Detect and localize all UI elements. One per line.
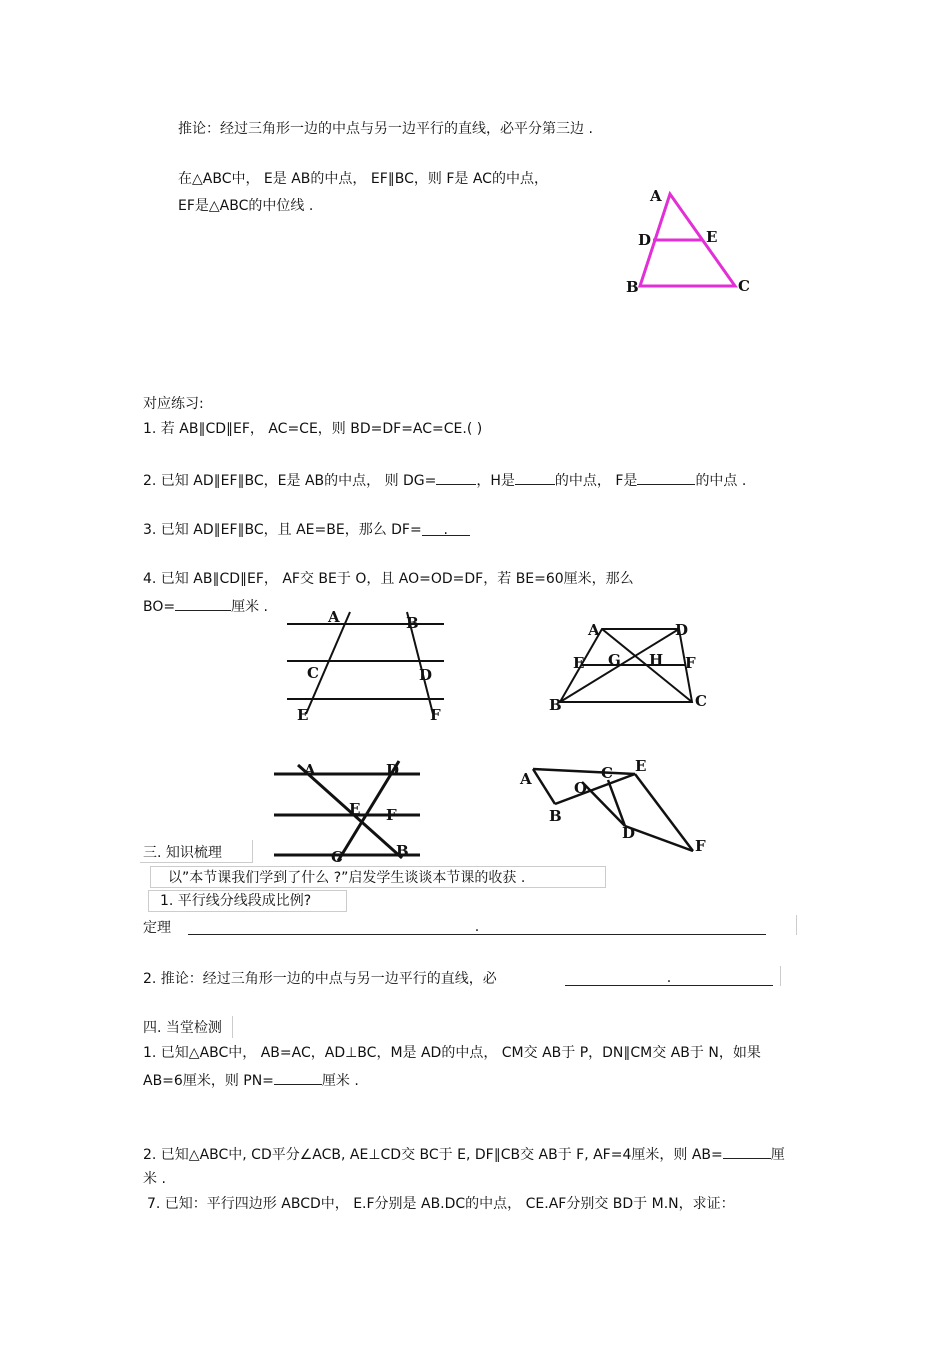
label-C: C: [307, 664, 319, 682]
label-F: F: [430, 706, 441, 724]
crossing-lines-figure: [268, 755, 428, 865]
label-B: B: [406, 614, 419, 632]
label-E: E: [706, 228, 718, 246]
label-D: D: [638, 231, 652, 249]
label-B: B: [626, 278, 639, 296]
triangle-figure: [620, 180, 760, 300]
label-E: E: [297, 706, 309, 724]
label-E: E: [573, 654, 585, 672]
label-C: C: [738, 277, 750, 295]
trapezoid-figure: [545, 618, 715, 718]
theorem-label: 定理: [143, 920, 171, 936]
label-A: A: [588, 621, 600, 639]
parallel-lines-figure: [280, 608, 450, 723]
example-line-2: EF是△ABC的中位线 .: [178, 198, 314, 214]
label-B: B: [549, 696, 562, 714]
exercise-q1: 1. 若 AB∥CD∥EF， AC=CE，则 BD=DF=AC=CE.( ): [143, 421, 483, 437]
exercise-q4-line1: 4. 已知 AB∥CD∥EF， AF交 BE于 O，且 AO=OD=DF，若 BE=60厘米，那么: [143, 571, 634, 587]
label-C: C: [695, 692, 707, 710]
label-D: D: [675, 621, 689, 639]
answer-blank[interactable]: [637, 470, 695, 485]
label-C: C: [331, 848, 343, 866]
label-A: A: [328, 608, 340, 626]
check-q7: 7. 已知：平行四边形 ABCD中， E.F分别是 AB.DC的中点， CE.AF分别交 BD于 M.N，求证：: [147, 1196, 735, 1212]
label-B: B: [396, 842, 409, 860]
exercise-q3: 3. 已知 AD∥EF∥BC，且 AE=BE，那么 DF= .: [143, 521, 470, 539]
label-F: F: [685, 654, 696, 672]
item2-answer-line[interactable]: .: [565, 969, 773, 986]
label-D: D: [419, 666, 433, 684]
answer-blank[interactable]: [175, 596, 231, 611]
label-E: E: [349, 800, 361, 818]
section3-item2: 2. 推论：经过三角形一边的中点与另一边平行的直线，必: [143, 971, 497, 987]
label-A: A: [304, 761, 316, 779]
label-G: G: [608, 651, 621, 669]
answer-blank[interactable]: [723, 1144, 771, 1159]
label-B: B: [549, 807, 562, 825]
section3-item1: 1. 平行线分线段成比例?: [160, 893, 312, 909]
answer-blank[interactable]: [436, 470, 476, 485]
answer-blank[interactable]: [515, 470, 555, 485]
label-D: D: [386, 761, 400, 779]
label-E: E: [635, 757, 647, 775]
section4-title: 四. 当堂检测: [143, 1020, 222, 1036]
example-line-1: 在△ABC中， E是 AB的中点， EF∥BC，则 F是 AC的中点，: [178, 171, 548, 187]
corollary-text: 推论：经过三角形一边的中点与另一边平行的直线，必平分第三边 .: [178, 121, 593, 137]
check-q2-line1: 2. 已知△ABC中, CD平分∠ACB, AE⊥CD交 BC于 E, DF∥CB交 AB于 F, AF=4厘米，则 AB= 厘: [143, 1144, 785, 1164]
label-A: A: [650, 187, 662, 205]
label-C: C: [601, 764, 613, 782]
check-q1-line2: AB=6厘米，则 PN= 厘米 .: [143, 1070, 359, 1090]
exercise-q2: 2. 已知 AD∥EF∥BC，E是 AB的中点， 则 DG= ，H是 的中点， F是 的中点 .: [143, 470, 746, 490]
check-q2-line2: 米 .: [143, 1171, 166, 1187]
item2-frame-edge: [780, 966, 781, 986]
label-H: H: [649, 651, 664, 669]
check-q1-line1: 1. 已知△ABC中， AB=AC，AD⊥BC，M是 AD的中点， CM交 AB于 P，DN∥CM交 AB于 N，如果: [143, 1045, 761, 1061]
exercise-title: 对应练习:: [143, 396, 204, 412]
section3-prompt: 以”本节课我们学到了什么 ?”启发学生谈谈本节课的收获 .: [168, 870, 526, 886]
answer-blank[interactable]: .: [422, 521, 470, 536]
label-A: A: [520, 770, 532, 788]
theorem-answer-line[interactable]: .: [188, 918, 766, 935]
label-F: F: [386, 806, 397, 824]
label-F: F: [695, 837, 706, 855]
section3-title: 三. 知识梳理: [143, 845, 222, 861]
answer-blank[interactable]: [274, 1070, 322, 1085]
label-O: O: [574, 779, 588, 797]
label-D: D: [622, 824, 636, 842]
zigzag-figure: [515, 755, 715, 860]
exercise-q4-line2: BO= 厘米 .: [143, 596, 268, 616]
